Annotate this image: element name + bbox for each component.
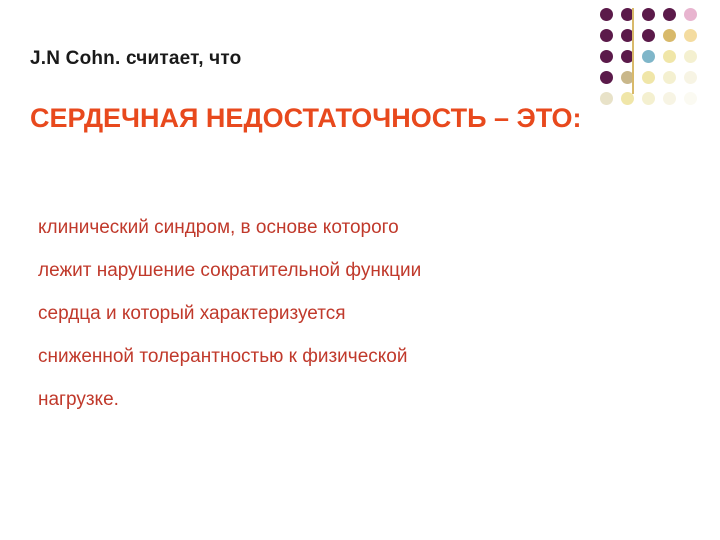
body-line: лежит нарушение сократительной функции — [38, 260, 422, 281]
decorative-dot — [600, 71, 613, 84]
decorative-dot — [663, 71, 676, 84]
body-line: сердца и который характеризуется — [38, 303, 346, 324]
dot-grid-decoration — [600, 8, 710, 108]
decorative-dot — [684, 71, 697, 84]
vertical-rule — [632, 8, 634, 94]
body-line: сниженной толерантностью к физической — [38, 346, 408, 367]
decorative-dot — [642, 50, 655, 63]
body-line: клинический синдром, в основе которого — [38, 217, 399, 238]
decorative-dot — [600, 50, 613, 63]
decorative-dot — [663, 50, 676, 63]
decorative-dot — [663, 8, 676, 21]
attribution-text: J.N Cohn. считает, что — [30, 48, 242, 69]
decorative-dot — [684, 50, 697, 63]
decorative-dot — [600, 29, 613, 42]
decorative-dot — [684, 8, 697, 21]
body-text-block — [38, 218, 678, 433]
body-line: нагрузке. — [38, 389, 119, 410]
decorative-dot — [684, 92, 697, 105]
decorative-dot — [642, 71, 655, 84]
decorative-dot — [600, 8, 613, 21]
decorative-dot — [663, 29, 676, 42]
decorative-dot — [642, 29, 655, 42]
decorative-dot — [684, 29, 697, 42]
page-title: СЕРДЕЧНАЯ НЕДОСТАТОЧНОСТЬ – ЭТО: — [30, 103, 582, 133]
decorative-dot — [642, 8, 655, 21]
